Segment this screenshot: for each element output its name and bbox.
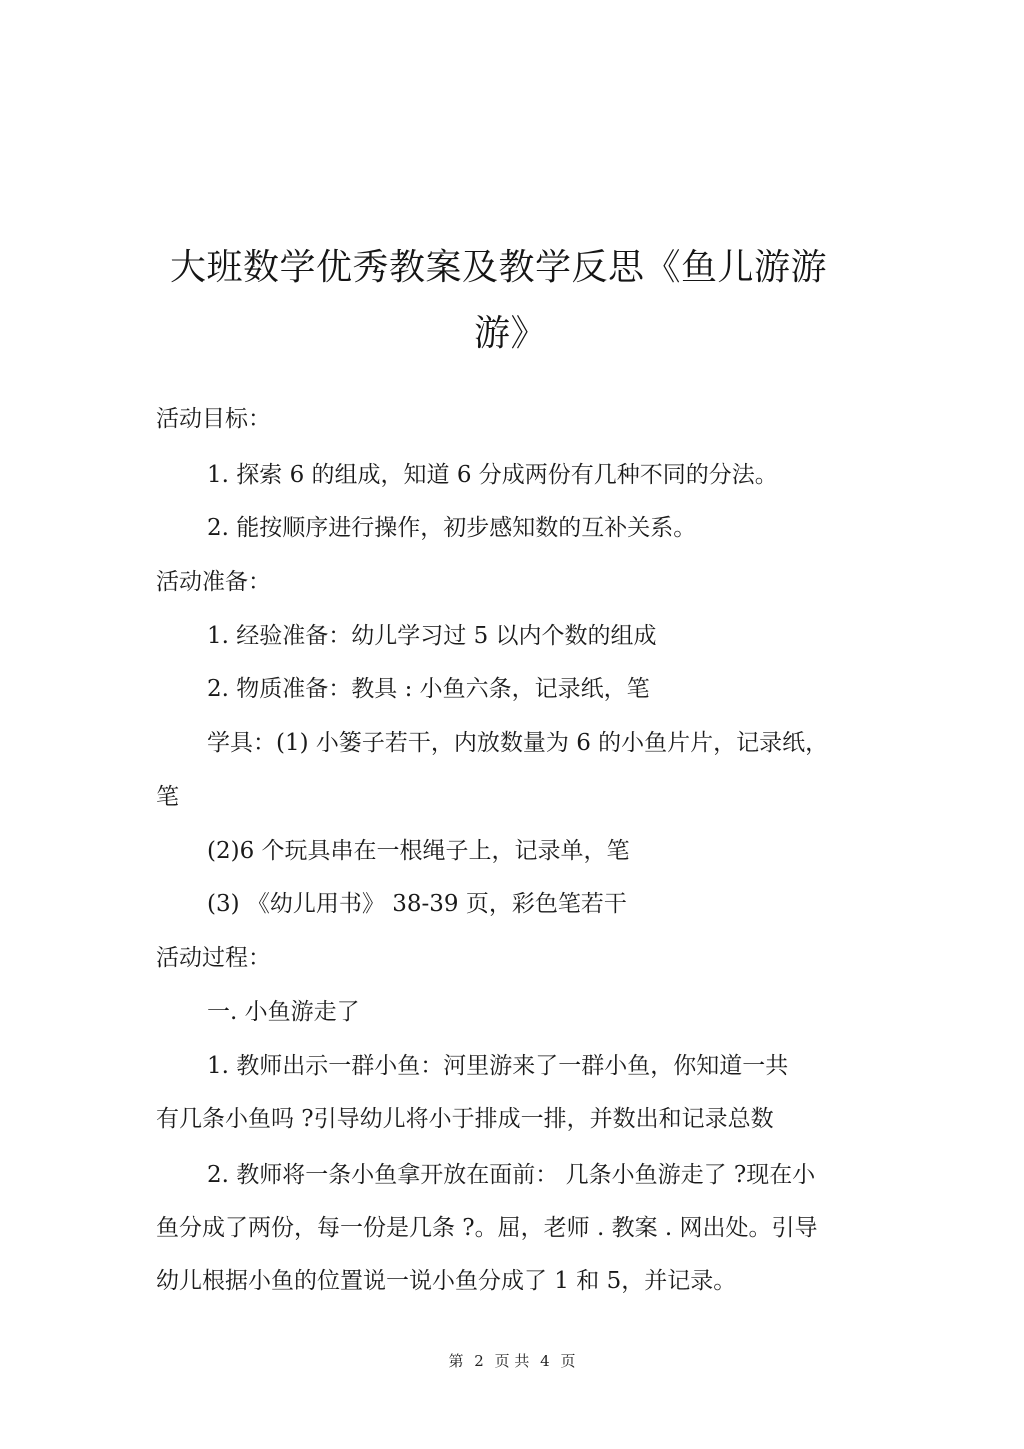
body-line: 鱼分成了两份，每一份是几条 ?。屈，老师 . 教案 . 网出处。引导	[156, 1215, 818, 1241]
body-line: 1. 教师出示一群小鱼：河里游来了一群小鱼，你知道一共	[207, 1053, 789, 1079]
section-heading-process: 活动过程：	[156, 945, 271, 971]
body-line: 幼儿根据小鱼的位置说一说小鱼分成了 1 和 5，并记录。	[156, 1268, 737, 1294]
body-line: 笔	[156, 784, 179, 810]
body-line: 2. 物质准备：教具 : 小鱼六条，记录纸，笔	[207, 676, 650, 702]
body-line: 有几条小鱼吗 ?引导幼儿将小于排成一排，并数出和记录总数	[156, 1106, 774, 1132]
footer-page-number: 2	[474, 1352, 484, 1370]
section-heading-goals: 活动目标：	[156, 406, 271, 432]
footer-prefix: 第	[448, 1352, 464, 1370]
footer-total-pages: 4	[540, 1352, 550, 1370]
body-line: 1. 经验准备：幼儿学习过 5 以内个数的组成	[207, 623, 657, 649]
body-line: 2. 能按顺序进行操作，初步感知数的互补关系。	[207, 515, 697, 541]
subsection-heading: 一. 小鱼游走了	[207, 999, 360, 1025]
footer-suffix: 页	[560, 1352, 576, 1370]
body-line: (3) 《幼儿用书》 38-39 页，彩色笔若干	[207, 891, 627, 917]
body-line: 1. 探索 6 的组成，知道 6 分成两份有几种不同的分法。	[207, 462, 778, 488]
body-line: 2. 教师将一条小鱼拿开放在面前： 几条小鱼游走了 ?现在小	[207, 1162, 816, 1188]
document-title-line-2: 游》	[474, 313, 548, 354]
page-footer	[0, 1350, 1024, 1371]
document-title-line-1: 大班数学优秀教案及教学反思《鱼儿游游	[170, 247, 828, 288]
footer-middle: 页 共	[494, 1352, 530, 1370]
body-line: 学具：(1) 小篓子若干，内放数量为 6 的小鱼片片，记录纸，	[207, 730, 829, 756]
body-line: (2)6 个玩具串在一根绳子上，记录单，笔	[207, 838, 630, 864]
section-heading-preparation: 活动准备：	[156, 569, 271, 595]
